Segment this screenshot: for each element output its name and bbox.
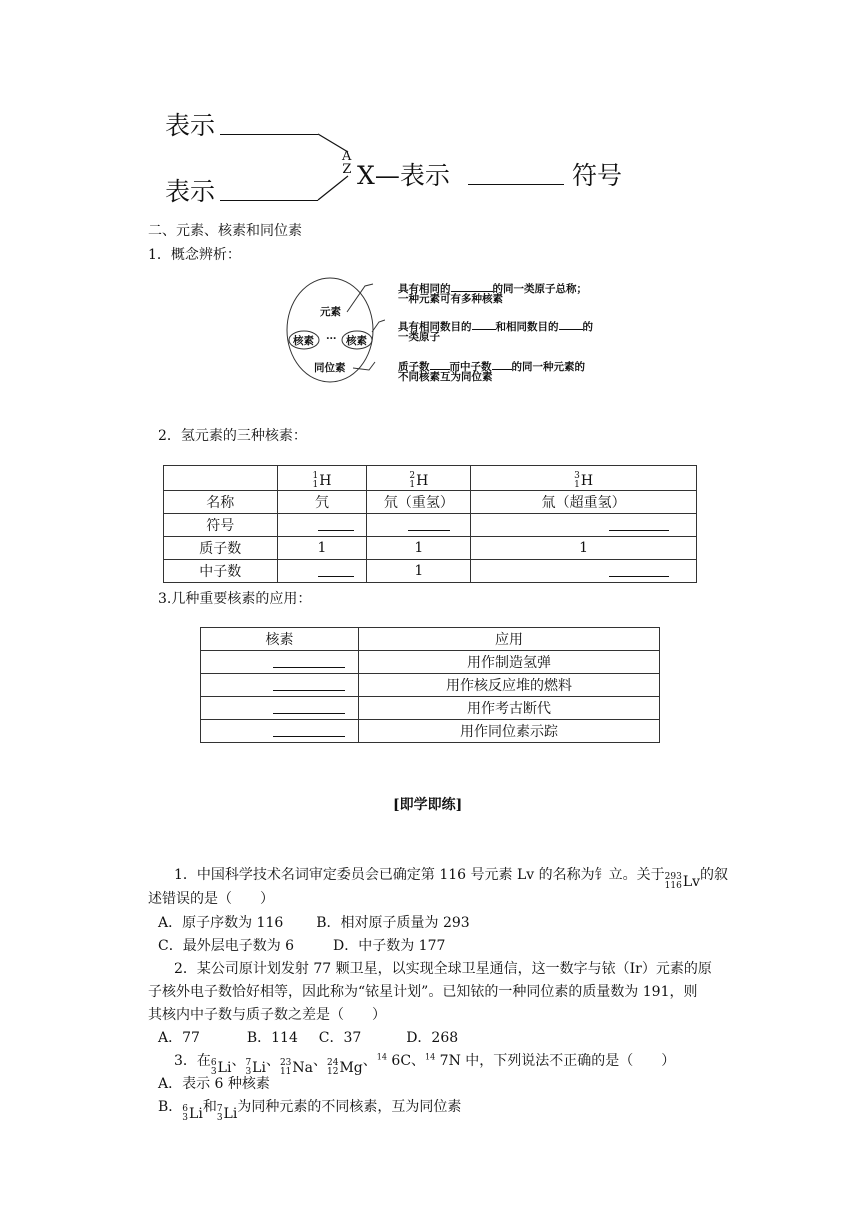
item-1-label: 1．概念辨析： [148,247,241,263]
notation-label-1: 表示 [165,111,216,140]
q3-option-a[interactable]: A．表示 6 种核素 [158,1076,270,1092]
na-symbol: 23 11 Na [279,1058,314,1077]
notation-label-2: 表示 [165,177,216,206]
nuclide-h3: 3 1 H [471,466,697,491]
row-header: 质子数 [164,537,278,560]
notation-sub-sup [342,150,351,176]
blank-cell [201,651,359,674]
diagram-note-2b: 一类原子 [398,331,440,343]
option-b[interactable]: B．114 [246,1030,298,1046]
option-d[interactable]: D．268 [406,1030,459,1046]
table-cell: 用作制造氢弹 [358,651,659,674]
table-cell: 1 [367,537,471,560]
column-header: 应用 [358,628,659,651]
application-table [200,627,660,743]
notation-blank-2 [220,200,318,201]
diagram-note-3: 质子数 而中子数 的同一种元素的 [398,355,585,374]
q1-options-ab [158,912,470,932]
diagram-isotope: 同位素 [314,362,346,374]
item-3-label: 3.几种重要核素的应用： [158,591,312,607]
nuclide-h1: 1 1 H [277,466,367,491]
atomic-number: Z [342,162,352,177]
blank-cell [367,514,471,537]
option-d[interactable]: D．中子数为 177 [332,938,446,954]
table-row [164,514,697,537]
blank-cell [471,514,697,537]
li7-symbol: 7 3 Li [245,1058,266,1077]
diagram-note-1b: 一种元素可有多种核素 [398,293,503,305]
q3-option-b[interactable]: B． 6 3 Li 和 7 3 Li 为同种元素的不同核素，互为同位素 [158,1099,462,1123]
option-c[interactable]: C．37 [318,1030,362,1046]
table-cell: 用作考古断代 [358,697,659,720]
column-header: 核素 [201,628,359,651]
option-c[interactable]: C．最外层电子数为 6 [158,938,295,954]
table-row [164,491,697,514]
question-2: 2．某公司原计划发射 77 颗卫星，以实现全球卫星通信，这一数字与铱（Ir）元素的原 [174,961,712,977]
item-2-label: 2．氢元素的三种核素： [158,428,307,444]
practice-heading: [即学即练] [393,797,463,813]
table-cell: 氘（重氢） [367,491,471,514]
option-a[interactable]: A．原子序数为 116 [158,915,284,931]
diagram-note-2: 具有相同数目的 和相同数目的 的 [398,315,593,334]
blank-cell [201,720,359,743]
blank-cell [277,560,367,583]
row-header: 符号 [164,514,278,537]
table-cell: 1 [471,537,697,560]
option-a[interactable]: A．77 [158,1030,200,1046]
notation-blank-1 [220,134,318,135]
table-row [201,651,660,674]
nuclide-h2: 2 1 H [367,466,471,491]
table-row [164,466,697,491]
table-row [201,697,660,720]
blank-cell [201,697,359,720]
diagram-element: 元素 [320,306,341,318]
question-3: 3．在 6 3 Li 、 7 3 Li 、 23 11 Na 、 24 12 Mg 、$^{14}$ 6C、$^{14}$ 7N 中，下列说法不正确的是（ ） [174,1052,676,1077]
table-cell: 1 [367,560,471,583]
row-header: 中子数 [164,560,278,583]
table-row [164,560,697,583]
mg-symbol: 24 12 Mg [327,1058,363,1077]
notation-element: X—表示 [357,161,450,190]
table-row [201,628,660,651]
option-b[interactable]: B．相对原子质量为 293 [316,915,470,931]
q2-options [158,1027,458,1047]
question-1-cont: 述错误的是（ ） [148,891,274,907]
diagram-nuclide-left: 核素 [293,335,314,347]
table-row [201,674,660,697]
notation-blank-3 [468,184,564,185]
diagram-dots: … [326,330,337,342]
diagram-note-3b: 不同核素互为同位素 [398,371,493,383]
table-cell: 用作核反应堆的燃料 [358,674,659,697]
q1-options-cd [158,935,445,955]
mass-number: A [342,149,352,164]
blank-cell [201,674,359,697]
table-cell: 氕 [277,491,367,514]
section-title: 二、元素、核素和同位素 [148,223,302,239]
notation-symbol-word: 符号 [572,161,623,190]
table-row [201,720,660,743]
lv-symbol: 293 116 Lv [664,872,701,891]
table-row [164,537,697,560]
question-2-cont: 子核外电子数恰好相等，因此称为“铱星计划”。已知铱的一种同位素的质量数为 191，则 [148,984,698,1000]
question-2-cont2: 其核内中子数与质子数之差是（ ） [148,1007,386,1023]
question-1: 1．中国科学技术名词审定委员会已确定第 116 号元素 Lv 的名称为钅立。关于 293 116 Lv 的叙 [174,867,729,891]
table-cell: 用作同位素示踪 [358,720,659,743]
blank-cell [471,560,697,583]
table-cell: 1 [277,537,367,560]
diagram-note-1: 具有相同的 的同一类原子总称； [398,277,587,296]
blank-cell [277,514,367,537]
hydrogen-table [163,465,697,583]
table-cell: 氚（超重氢） [471,491,697,514]
diagram-nuclide-right: 核素 [346,335,367,347]
li6-symbol: 6 3 Li [210,1058,232,1077]
table-cell [164,466,278,491]
row-header: 名称 [164,491,278,514]
